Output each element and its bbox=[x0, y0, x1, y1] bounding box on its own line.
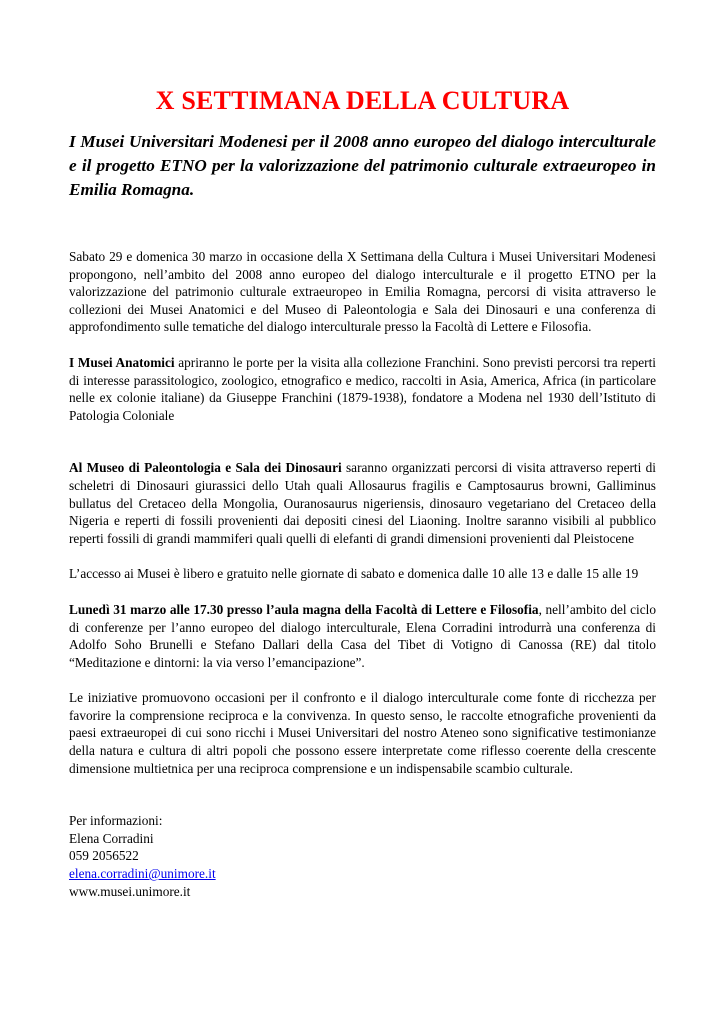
document-page bbox=[69, 86, 656, 900]
page-title: X SETTIMANA DELLA CULTURA bbox=[155, 86, 570, 115]
anatomici-text: apriranno le porte per la visita alla collezione Franchini. Sono previsti percorsi tra reperti di interesse parassitologico, zoologico, etnografico e medico, raccolti in Asia, America, Africa (in particolare nelle ex colonie italiane) da Giuseppe Franchini (1879-1938), fondatore a Modena nel 1930 dell’Istituto di Patologia Coloniale bbox=[69, 354, 656, 423]
paleontologia-text: saranno organizzati percorsi di visita attraverso reperti di scheletri di Dinosauri giurassici dello Utah quali Allosaurus fragilis e Camptosaurus browni, Galliminus bullatus del Cretaceo della Mongolia, Ouranosaurus nigeriensis, dinosauro vegetariano del Cretaceo della Nigeria e reperti di fossili provenienti dai depositi cinesi del Liaoning. Inoltre saranno visibili al pubblico reperti fossili di grandi mammiferi quali quelli di elefanti di grandi dimensioni provenienti dal Pleistocene bbox=[69, 460, 656, 546]
contact-phone: 059 2056522 bbox=[69, 848, 139, 864]
conferenza-paragraph bbox=[69, 601, 656, 671]
contact-website: www.musei.unimore.it bbox=[69, 883, 191, 899]
anatomici-paragraph bbox=[69, 354, 656, 424]
conferenza-text: , nell’ambito del ciclo di conferenze per l’anno europeo del dialogo interculturale, Elena Corradini introdurrà una conferenza di Adolfo Soho Brunelli e Stefano Dallari della Casa del Tibet di Votigno di Canossa (RE) dal titolo “Meditazione e dintorni: la via verso l’emancipazione”. bbox=[69, 601, 657, 670]
contact-name: Elena Corradini bbox=[69, 830, 154, 846]
intro-paragraph: Sabato 29 e domenica 30 marzo in occasione della X Settimana della Cultura i Musei Universitari Modenesi propongono, nell’ambito del 2008 anno europeo del dialogo interculturale e il progetto ETNO per la valorizzazione del patrimonio culturale extraeuropeo in Emilia Romagna, percorsi di visita attraverso le collezioni dei Musei Anatomici e del Museo di Paleontologia e Sala dei Dinosauri e una conferenza di approfondimento sulle tematiche del dialogo interculturale presso la Facoltà di Lettere e Filosofia. bbox=[69, 249, 656, 335]
subtitle: I Musei Universitari Modenesi per il 2008 anno europeo del dialogo interculturale e il progetto ETNO per la valorizzazione del patrimonio culturale extraeuropeo in Emilia Romagna. bbox=[69, 132, 656, 199]
contact-email-link[interactable]: elena.corradini@unimore.it bbox=[69, 866, 216, 882]
paleontologia-heading: Al Museo di Paleontologia e Sala dei Dinosauri bbox=[69, 460, 342, 476]
paleontologia-paragraph bbox=[69, 459, 656, 547]
contacts-block bbox=[69, 812, 656, 900]
conferenza-heading: Lunedì 31 marzo alle 17.30 presso l’aula magna della Facoltà di Lettere e Filosofia bbox=[69, 601, 539, 617]
contacts-heading: Per informazioni: bbox=[69, 813, 163, 829]
accesso-paragraph: L’accesso ai Musei è libero e gratuito nelle giornate di sabato e domenica dalle 10 alle 13 e dalle 15 alle 19 bbox=[69, 566, 639, 582]
anatomici-heading: I Musei Anatomici bbox=[69, 354, 175, 370]
iniziative-paragraph: Le iniziative promuovono occasioni per il confronto e il dialogo interculturale come fonte di ricchezza per favorire la comprensione reciproca e la convivenza. In questo senso, le raccolte etnografiche provenienti da paesi extraeuropei di cui sono ricchi i Musei Universitari del nostro Ateneo sono significative testimonianze della natura e cultura di altri popoli che possono essere interpretate come riflesso coerente della crescente dimensione multietnica per una reciproca comprensione e un indispensabile scambio culturale. bbox=[69, 690, 656, 776]
